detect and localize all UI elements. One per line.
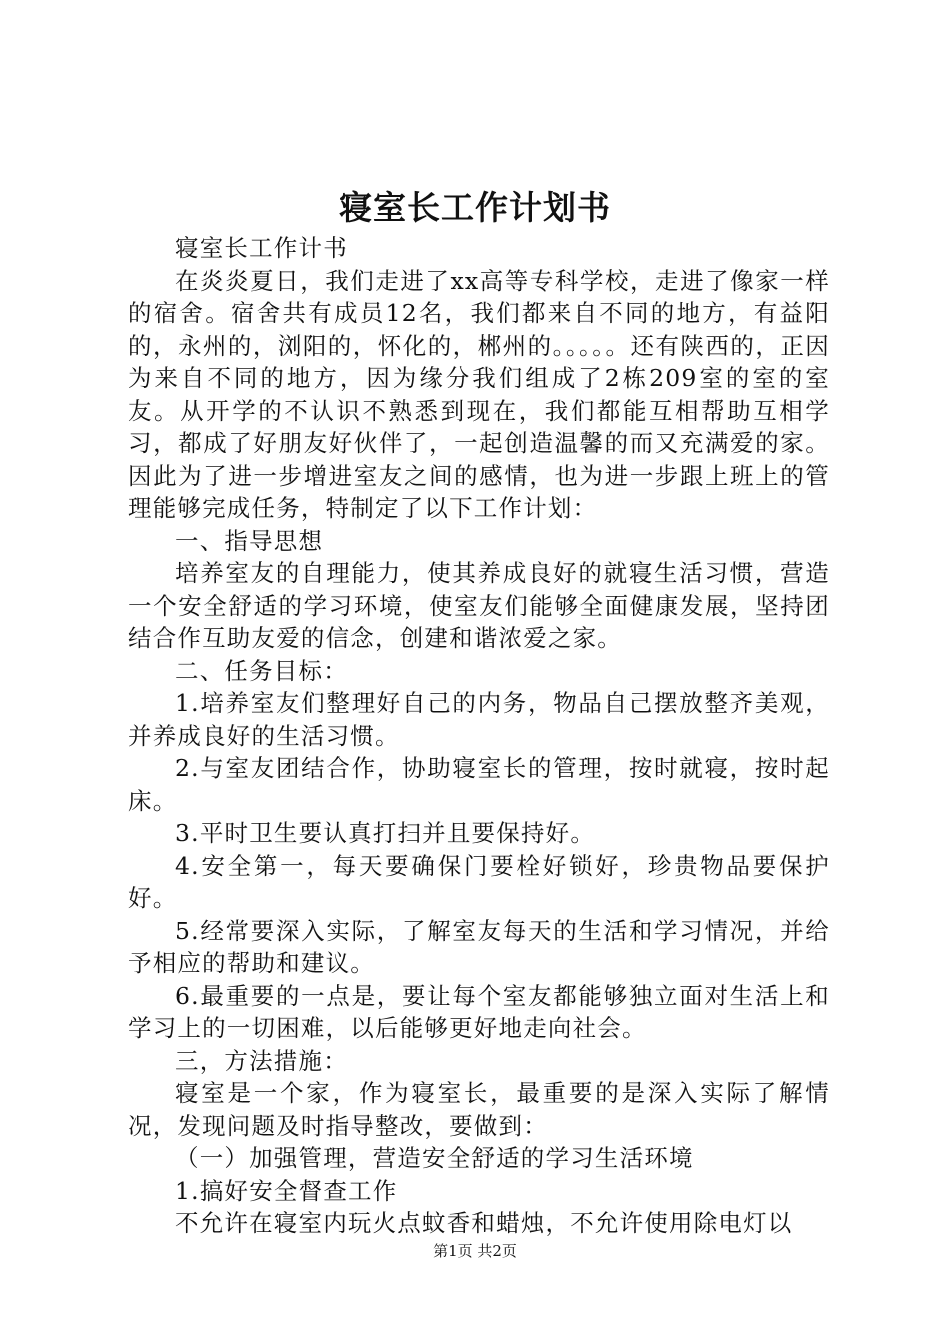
paragraph: 在炎炎夏日，我们走进了xx高等专科学校，走进了像家一样的宿舍。宿舍共有成员12名，我们都来自不同的地方，有益阳的，永州的，浏阳的，怀化的，郴州的。。。。。还有陕西的，正因为来自不同的地方，因为缘分我们组成了2栋209室的室的室友。从开学的不认识不熟悉到现在，我们都能互相帮助互相学习，都成了好朋友好伙伴了，一起创造温馨的而又充满爱的家。因此为了进一步增进室友之间的感情，也为进一步跟上班上的管理能够完成任务，特制定了以下工作计划： bbox=[128, 266, 830, 522]
document-title: 寝室长工作计划书 bbox=[339, 188, 611, 227]
section-heading: 一、指导思想 bbox=[175, 526, 324, 555]
list-item: 5.经常要深入实际，了解室友每天的生活和学习情况，并给予相应的帮助和建议。 bbox=[128, 916, 830, 977]
list-item: 6.最重要的一点是，要让每个室友都能够独立面对生活上和学习上的一切困难，以后能够更好地走向社会。 bbox=[128, 981, 830, 1042]
paragraph: 寝室是一个家，作为寝室长，最重要的是深入实际了解情况，发现问题及时指导整改，要做到： bbox=[128, 1079, 830, 1140]
subsection-heading: 1.搞好安全督查工作 bbox=[175, 1176, 398, 1205]
document-body bbox=[128, 232, 830, 1240]
list-item: 4.安全第一，每天要确保门要栓好锁好，珍贵物品要保护好。 bbox=[128, 851, 830, 912]
section-heading: 三，方法措施： bbox=[175, 1046, 348, 1075]
list-item: 1.培养室友们整理好自己的内务，物品自己摆放整齐美观，并养成良好的生活习惯。 bbox=[128, 689, 830, 750]
page-footer: 第1页 共2页 bbox=[433, 1242, 517, 1260]
section-heading: 二、任务目标： bbox=[175, 656, 348, 685]
paragraph: 寝室长工作计书 bbox=[175, 234, 348, 262]
subsection-heading: （一）加强管理，营造安全舒适的学习生活环境 bbox=[175, 1144, 694, 1172]
paragraph: 不允许在寝室内玩火点蚊香和蜡烛，不允许使用除电灯以 bbox=[175, 1209, 793, 1237]
list-item: 2.与室友团结合作，协助寝室长的管理，按时就寝，按时起床。 bbox=[128, 754, 830, 815]
paragraph: 培养室友的自理能力，使其养成良好的就寝生活习惯，营造一个安全舒适的学习环境，使室友们能够全面健康发展，坚持团结合作互助友爱的信念，创建和谐浓爱之家。 bbox=[128, 559, 830, 652]
list-item: 3.平时卫生要认真打扫并且要保持好。 bbox=[175, 819, 596, 847]
